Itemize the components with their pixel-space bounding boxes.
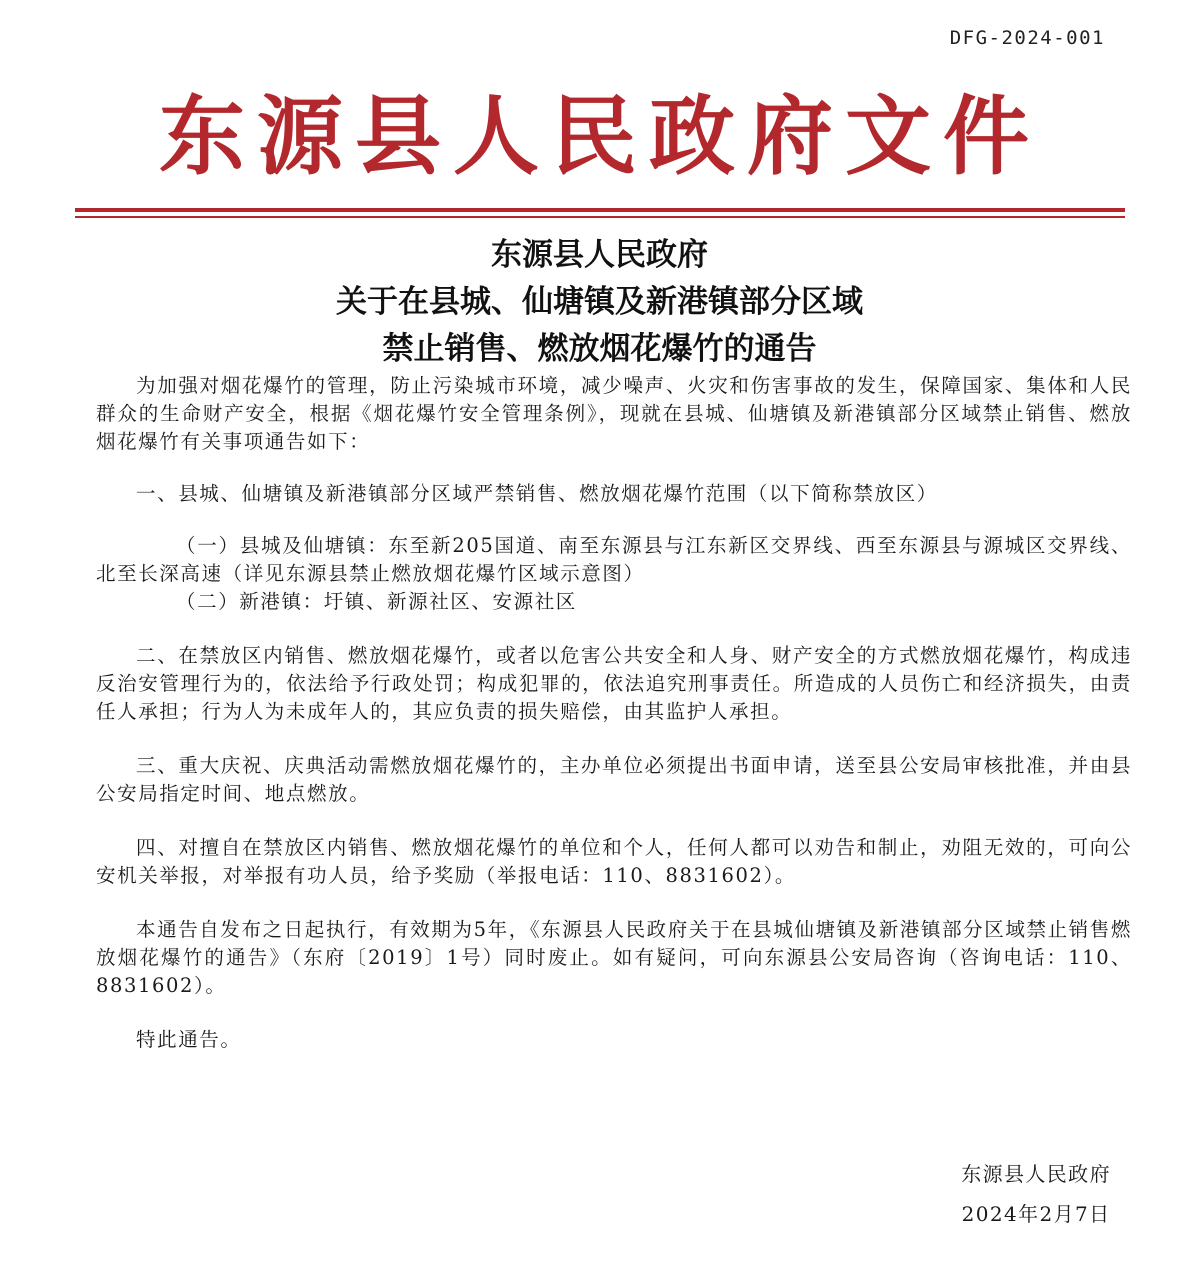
notice-title xyxy=(0,232,1199,373)
masthead-red-rule-thick xyxy=(75,208,1125,212)
paragraph-intro: 为加强对烟花爆竹的管理，防止污染城市环境，减少噪声、火灾和伤害事故的发生，保障国家、集体和人民群众的生命财产安全，根据《烟花爆竹安全管理条例》，现就在县城、仙塘镇及新港镇部分区域禁止销售、燃放烟花爆竹有关事项通告如下： xyxy=(96,374,1132,453)
masthead-title: 东源县人民政府文件 xyxy=(159,86,1041,187)
paragraph-item-1-sub-1: （一）县城及仙塘镇：东至新205国道、南至东源县与江东新区交界线、西至东源县与源城区交界线、北至长深高速（详见东源县禁止燃放烟花爆竹区域示意图） xyxy=(96,534,1132,585)
title-line-1: 东源县人民政府 xyxy=(491,237,708,273)
paragraph-item-1-sub-2: （二）新港镇：圩镇、新源社区、安源社区 xyxy=(176,590,577,613)
paragraph-item-2: 二、在禁放区内销售、燃放烟花爆竹，或者以危害公共安全和人身、财产安全的方式燃放烟花爆竹，构成违反治安管理行为的，依法给予行政处罚；构成犯罪的，依法追究刑事责任。所造成的人员伤亡和经济损失，由责任人承担；行为人为未成年人的，其应负责的损失赔偿，由其监护人承担。 xyxy=(96,644,1132,723)
title-line-2: 关于在县城、仙塘镇及新港镇部分区域 xyxy=(336,284,863,320)
paragraph-item-4: 四、对擅自在禁放区内销售、燃放烟花爆竹的单位和个人，任何人都可以劝告和制止，劝阻无效的，可向公安机关举报，对举报有功人员，给予奖励（举报电话：110、8831602）。 xyxy=(96,836,1132,887)
notice-body xyxy=(96,372,1132,1054)
document-number: DFG-2024-001 xyxy=(949,27,1105,49)
paragraph-item-3: 三、重大庆祝、庆典活动需燃放烟花爆竹的，主办单位必须提出书面申请，送至县公安局审核批准，并由县公安局指定时间、地点燃放。 xyxy=(96,754,1132,805)
paragraph-effective-date: 本通告自发布之日起执行，有效期为5年，《东源县人民政府关于在县城仙塘镇及新港镇部分区域禁止销售燃放烟花爆竹的通告》（东府〔2019〕1号）同时废止。如有疑问，可向东源县公安局咨询（咨询电话：110、8831602）。 xyxy=(96,918,1132,997)
issuing-authority: 东源县人民政府 xyxy=(961,1162,1111,1186)
signature-block xyxy=(961,1160,1111,1228)
title-line-3: 禁止销售、燃放烟花爆竹的通告 xyxy=(382,331,817,367)
paragraph-closing: 特此通告。 xyxy=(136,1028,242,1051)
paragraph-item-1: 一、县城、仙塘镇及新港镇部分区域严禁销售、燃放烟花爆竹范围（以下简称禁放区） xyxy=(136,482,938,505)
issue-date: 2024年2月7日 xyxy=(961,1202,1111,1226)
masthead-red-rule-thin xyxy=(75,216,1125,218)
